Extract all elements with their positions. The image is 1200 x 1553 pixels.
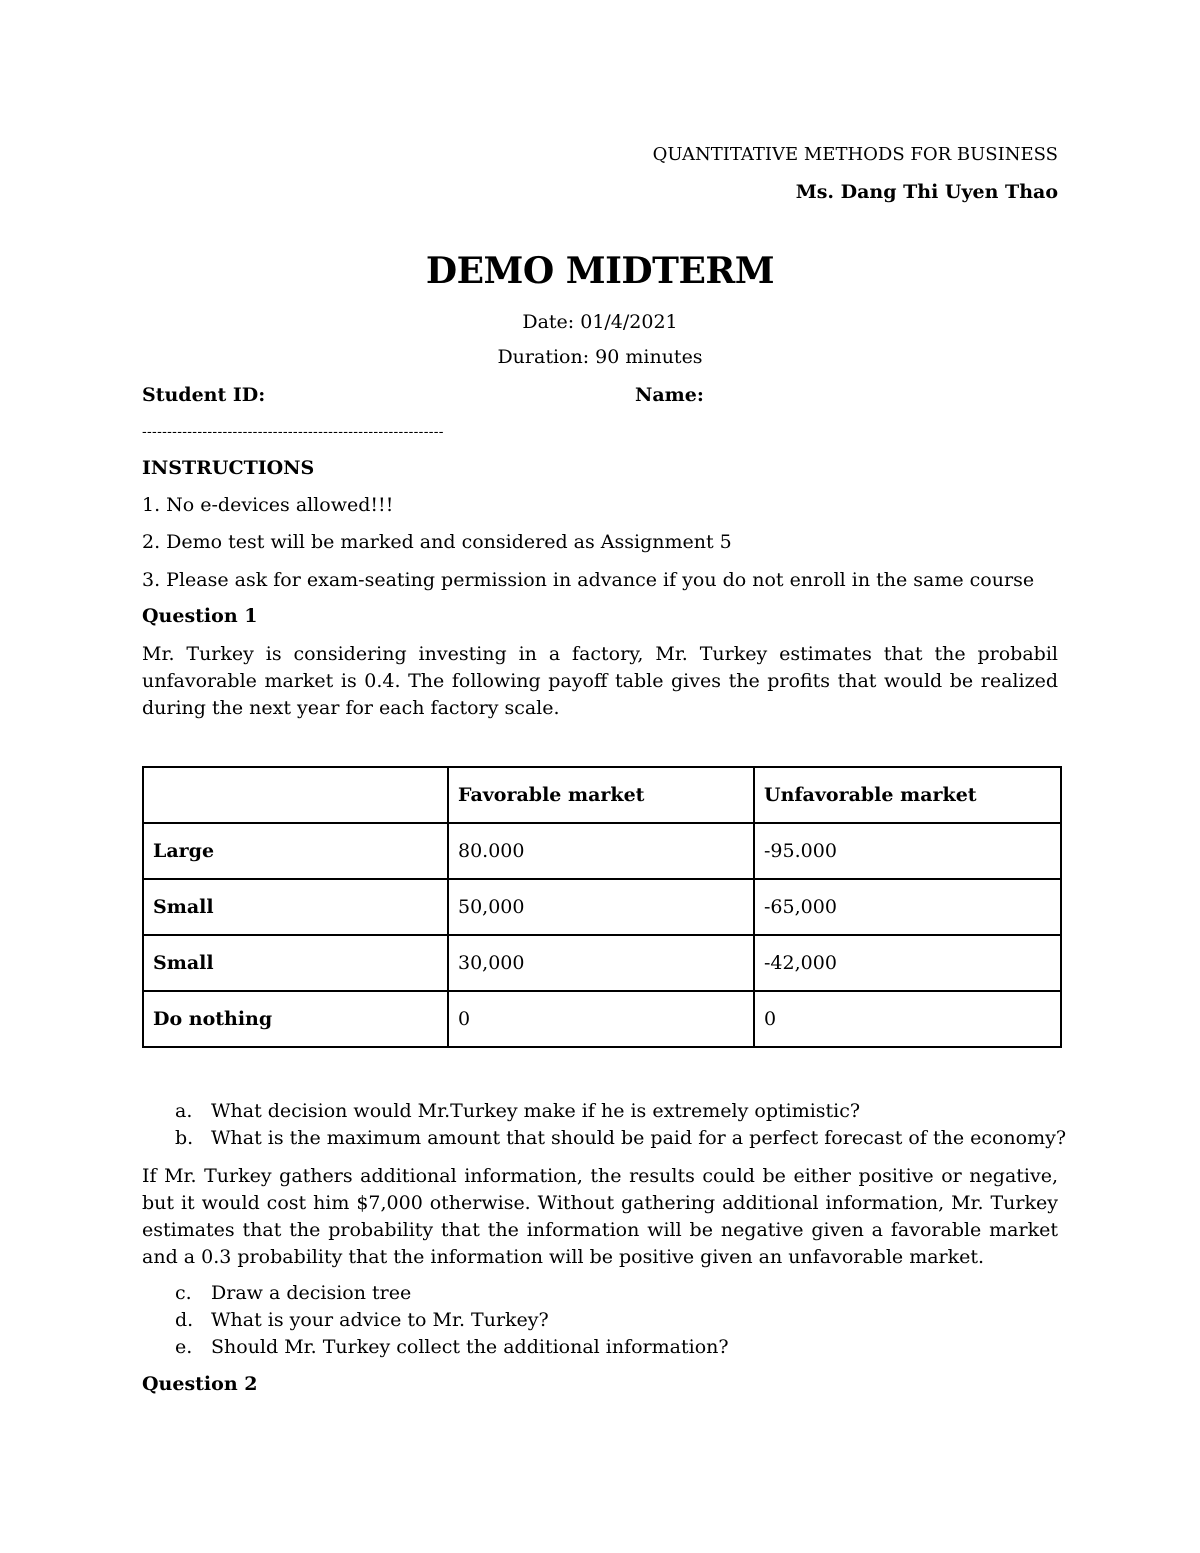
sub-question-letter: c.	[175, 1282, 192, 1304]
table-cell: 30,000	[448, 935, 754, 991]
table-row-label: Small	[143, 935, 448, 991]
sub-question-text: Should Mr. Turkey collect the additional information?	[211, 1336, 729, 1358]
table-cell: 0	[754, 991, 1061, 1047]
table-header-cell: Unfavorable market	[754, 767, 1061, 823]
sub-question-letter: a.	[175, 1100, 193, 1122]
sub-question-d	[175, 1309, 549, 1331]
table-header-cell	[143, 767, 448, 823]
sub-question-text: What is your advice to Mr. Turkey?	[211, 1309, 549, 1331]
table-row-label: Small	[143, 879, 448, 935]
teacher-name: Ms. Dang Thi Uyen Thao	[795, 181, 1058, 203]
sub-question-c	[175, 1282, 411, 1304]
instruction-item: 1. No e-devices allowed!!!	[142, 494, 394, 516]
sub-question-letter: d.	[175, 1309, 194, 1331]
instructions-heading: INSTRUCTIONS	[142, 457, 315, 479]
question-1-followup: If Mr. Turkey gathers additional information, the results could be either positive or negative, but it would cost him $7,000 otherwise. Without gathering additional information, Mr. Turkey estimates that the probability that the information will be negative given a favorable market and a 0.3 probability that the information will be positive given an unfavorable market.	[142, 1165, 1058, 1268]
table-row	[143, 991, 1061, 1047]
exam-duration: Duration: 90 minutes	[497, 346, 703, 368]
exam-title: DEMO MIDTERM	[425, 250, 775, 292]
table-row	[143, 935, 1061, 991]
instruction-item: 2. Demo test will be marked and considered as Assignment 5	[142, 531, 732, 553]
instruction-item: 3. Please ask for exam-seating permission in advance if you do not enroll in the same course	[142, 569, 1035, 591]
student-id-label: Student ID:	[142, 384, 266, 406]
sub-question-b	[175, 1127, 1066, 1149]
sub-question-text: Draw a decision tree	[211, 1282, 412, 1304]
table-cell: -42,000	[754, 935, 1061, 991]
table-cell: 50,000	[448, 879, 754, 935]
sub-question-letter: b.	[175, 1127, 194, 1149]
table-row	[143, 823, 1061, 879]
separator-line: ------------------------------------------------------------	[142, 424, 444, 440]
course-title: QUANTITATIVE METHODS FOR BUSINESS	[652, 144, 1058, 165]
table-cell: -65,000	[754, 879, 1061, 935]
question-2-heading: Question 2	[142, 1373, 258, 1395]
table-cell: -95.000	[754, 823, 1061, 879]
table-row-label: Do nothing	[143, 991, 448, 1047]
table-cell: 80.000	[448, 823, 754, 879]
payoff-table	[142, 766, 1062, 1048]
question-1-intro: Mr. Turkey is considering investing in a factory, Mr. Turkey estimates that the probabil unfavorable market is 0.4. The following payoff table gives the profits that would be realized during the next year for each factory scale.	[142, 643, 1058, 719]
question-1-heading: Question 1	[142, 605, 258, 627]
table-cell: 0	[448, 991, 754, 1047]
sub-question-e	[175, 1336, 729, 1358]
table-header-row	[143, 767, 1061, 823]
sub-question-text: What is the maximum amount that should be paid for a perfect forecast of the economy?	[211, 1127, 1067, 1149]
exam-date: Date: 01/4/2021	[522, 311, 678, 333]
sub-question-a	[175, 1100, 860, 1122]
table-header-cell: Favorable market	[448, 767, 754, 823]
table-row	[143, 879, 1061, 935]
student-name-label: Name:	[635, 384, 704, 406]
table-row-label: Large	[143, 823, 448, 879]
sub-question-text: What decision would Mr.Turkey make if he is extremely optimistic?	[211, 1100, 861, 1122]
sub-question-letter: e.	[175, 1336, 193, 1358]
